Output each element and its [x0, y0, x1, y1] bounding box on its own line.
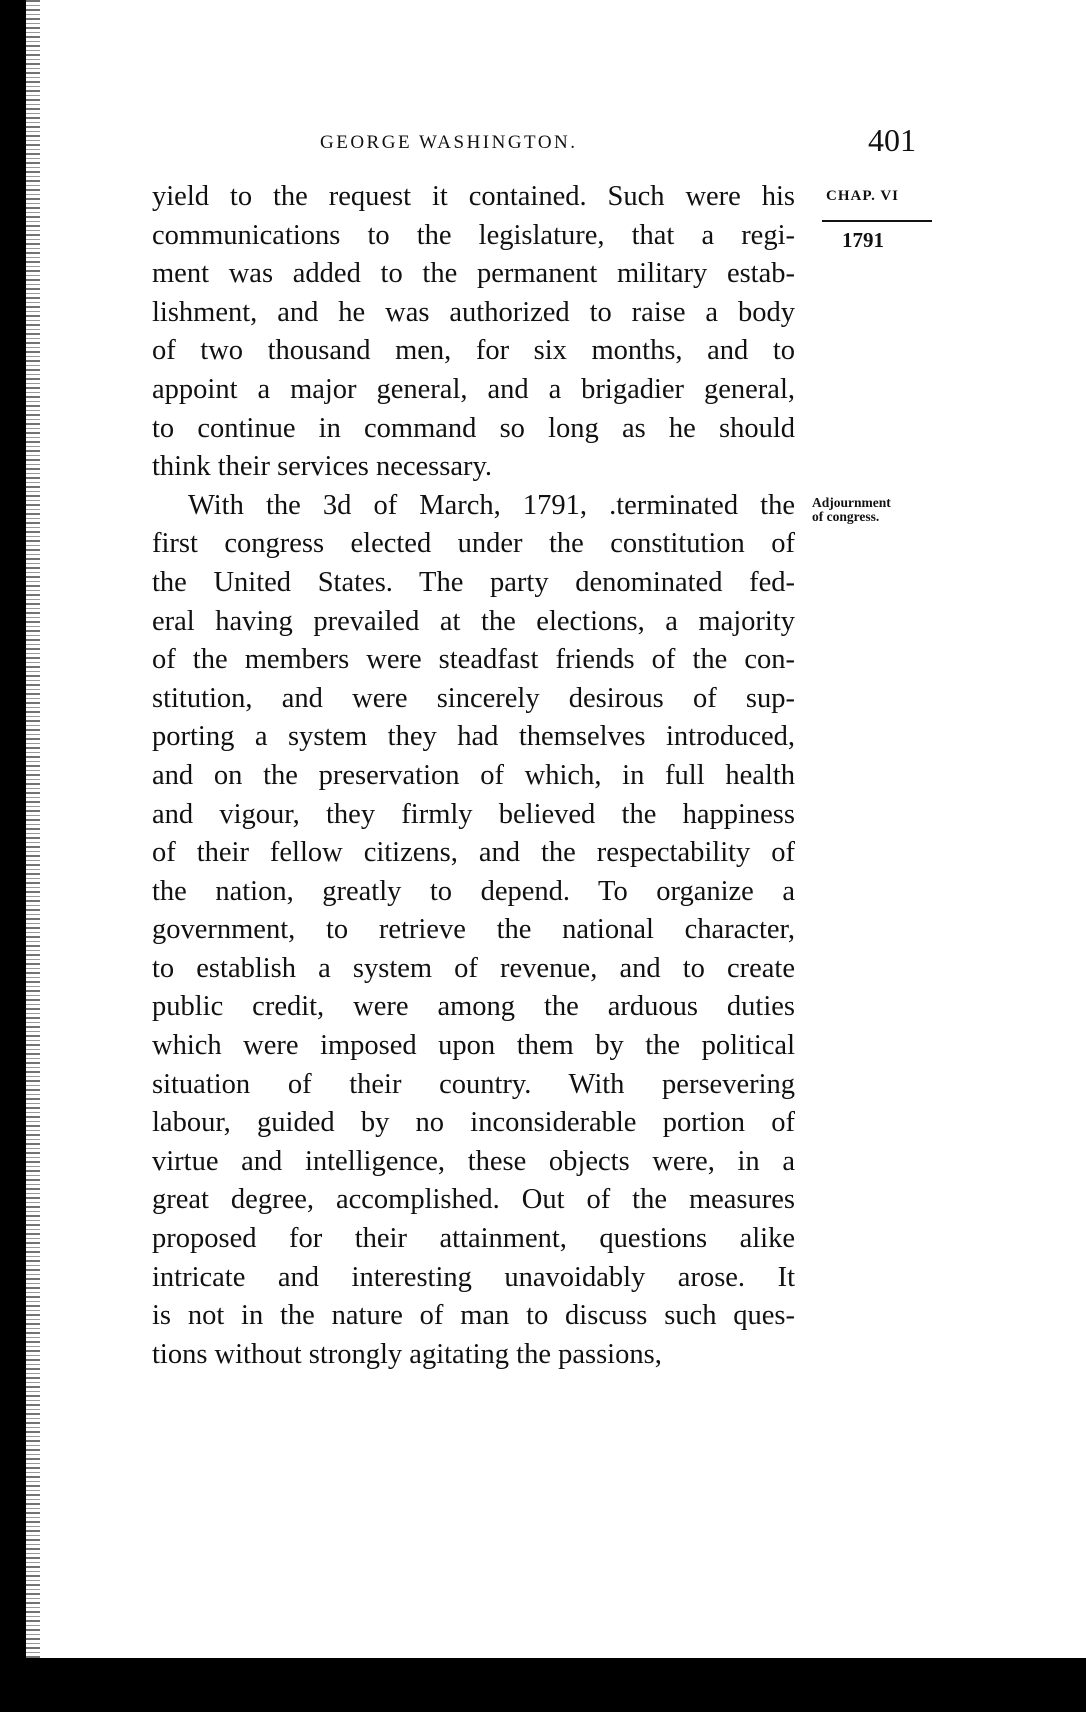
text-line: of two thousand men, for six months, and to: [152, 335, 795, 367]
text-line: first congress elected under the constitution of: [152, 528, 795, 560]
text-line: government, to retrieve the national character,: [152, 914, 795, 946]
text-line: porting a system they had themselves introduced,: [152, 721, 795, 753]
text-line: intricate and interesting unavoidably arose. It: [152, 1261, 795, 1293]
text-line: and vigour, they firmly believed the happiness: [152, 798, 795, 830]
margin-year: 1791: [842, 228, 884, 252]
text-line: labour, guided by no inconsiderable portion of: [152, 1107, 795, 1139]
body-text: [152, 178, 795, 1374]
text-line: public credit, were among the arduous duties: [152, 991, 795, 1023]
text-line: ment was added to the permanent military estab-: [152, 258, 795, 290]
text-line: virtue and intelligence, these objects were, in a: [152, 1145, 795, 1177]
text-line: which were imposed upon them by the political: [152, 1030, 795, 1062]
margin-chapter: CHAP. VI: [826, 188, 900, 204]
text-line: lishment, and he was authorized to raise a body: [152, 296, 795, 328]
text-line: the nation, greatly to depend. To organize a: [152, 875, 795, 907]
margin-note: [812, 496, 891, 524]
text-line: With the 3d of March, 1791, .terminated the: [188, 489, 795, 521]
text-line: stitution, and were sincerely desirous of sup-: [152, 682, 795, 714]
page-number: 401: [868, 122, 916, 158]
book-spine-shadow: [0, 0, 26, 1712]
text-line: yield to the request it contained. Such were his: [152, 181, 795, 212]
text-line: eral having prevailed at the elections, a majority: [152, 605, 795, 637]
margin-rule: [822, 220, 932, 222]
text-line: and on the preservation of which, in full health: [152, 759, 795, 791]
text-line: is not in the nature of man to discuss such ques-: [152, 1300, 795, 1332]
text-line: of the members were steadfast friends of the con-: [152, 644, 795, 676]
book-spine-edge: [26, 0, 40, 1660]
text-line: to establish a system of revenue, and to create: [152, 952, 795, 984]
page-bottom-shadow: [0, 1658, 1086, 1712]
text-line: tions without strongly agitating the passions,: [152, 1338, 662, 1370]
text-line: situation of their country. With persevering: [152, 1068, 795, 1100]
text-line: great degree, accomplished. Out of the measures: [152, 1184, 795, 1216]
text-line: proposed for their attainment, questions alike: [152, 1223, 795, 1255]
text-line: appoint a major general, and a brigadier general,: [152, 373, 795, 405]
running-head: GEORGE WASHINGTON.: [320, 132, 578, 153]
text-line: the United States. The party denominated fed-: [152, 566, 795, 598]
text-line: to continue in command so long as he should: [152, 412, 795, 444]
text-line: of their fellow citizens, and the respectability of: [152, 837, 795, 869]
margin-note-line: Adjournment: [812, 495, 891, 510]
text-line: think their services necessary.: [152, 451, 493, 483]
margin-note-line: of congress.: [812, 509, 880, 524]
text-line: communications to the legislature, that a regi-: [152, 219, 795, 251]
